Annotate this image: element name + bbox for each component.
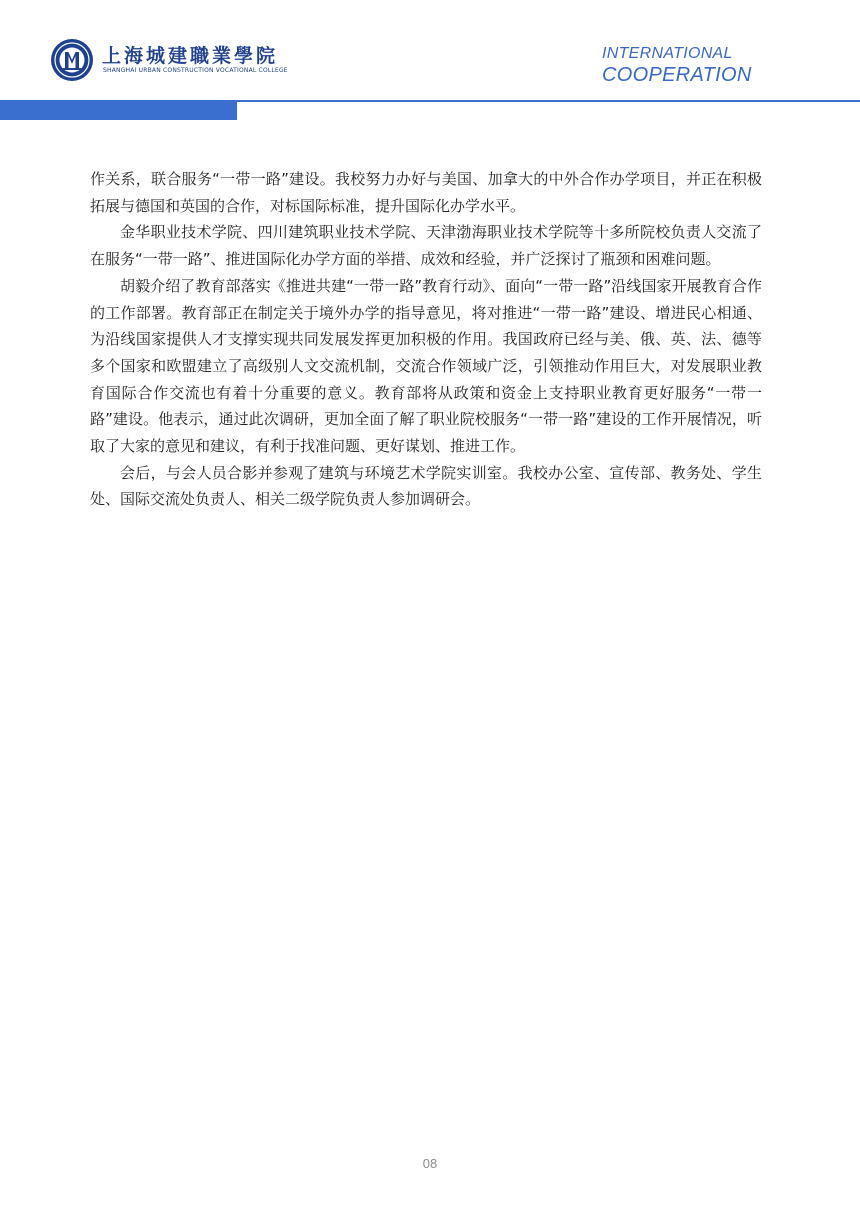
section-title-line1: INTERNATIONAL [602, 45, 733, 62]
section-title [602, 46, 752, 85]
school-logo [50, 38, 350, 84]
school-emblem-icon [50, 38, 94, 82]
section-title-line2: COOPERATION [602, 64, 752, 86]
page-number: 08 [422, 1156, 438, 1171]
paragraph: 作关系，联合服务“一带一路”建设。我校努力办好与美国、加拿大的中外合作办学项目，并正在积极拓展与德国和英国的合作，对标国际标准，提升国际化办学水平。 [90, 170, 762, 215]
paragraph: 胡毅介绍了教育部落实《推进共建“一带一路”教育行动》、面向“一带一路”沿线国家开展教育合作的工作部署。教育部正在制定关于境外办学的指导意见，将对推进“一带一路”建设、增进民心相通、为沿线国家提供人才支撑实现共同发展发挥更加积极的作用。我国政府已经与美、俄、英、法、德等多个国家和欧盟建立了高级别人文交流机制，交流合作领域广泛，引领推动作用巨大，对发展职业教育国际合作交流也有着十分重要的意义。教育部将从政策和资金上支持职业教育更好服务“一带一路”建设。他表示，通过此次调研，更加全面了解了职业院校服务“一带一路”建设的工作开展情况，听取了大家的意见和建议，有利于找准问题、更好谋划、推进工作。 [90, 276, 762, 456]
school-name-chinese: 上海城建職業學院 [102, 45, 279, 67]
paragraph: 会后，与会人员合影并参观了建筑与环境艺术学院实训室。我校办公室、宣传部、教务处、学生处、国际交流处负责人、相关二级学院负责人参加调研会。 [90, 463, 762, 509]
page-header [0, 0, 860, 125]
paragraph: 金华职业技术学院、四川建筑职业技术学院、天津渤海职业技术学院等十多所院校负责人交流了在服务“一带一路”、推进国际化办学方面的举措、成效和经验，并广泛探讨了瓶颈和困难问题。 [90, 223, 762, 269]
article-body [90, 166, 762, 513]
school-name-english: SHANGHAI URBAN CONSTRUCTION VOCATIONAL COLLEGE [103, 67, 288, 74]
header-accent-bar [0, 102, 237, 120]
